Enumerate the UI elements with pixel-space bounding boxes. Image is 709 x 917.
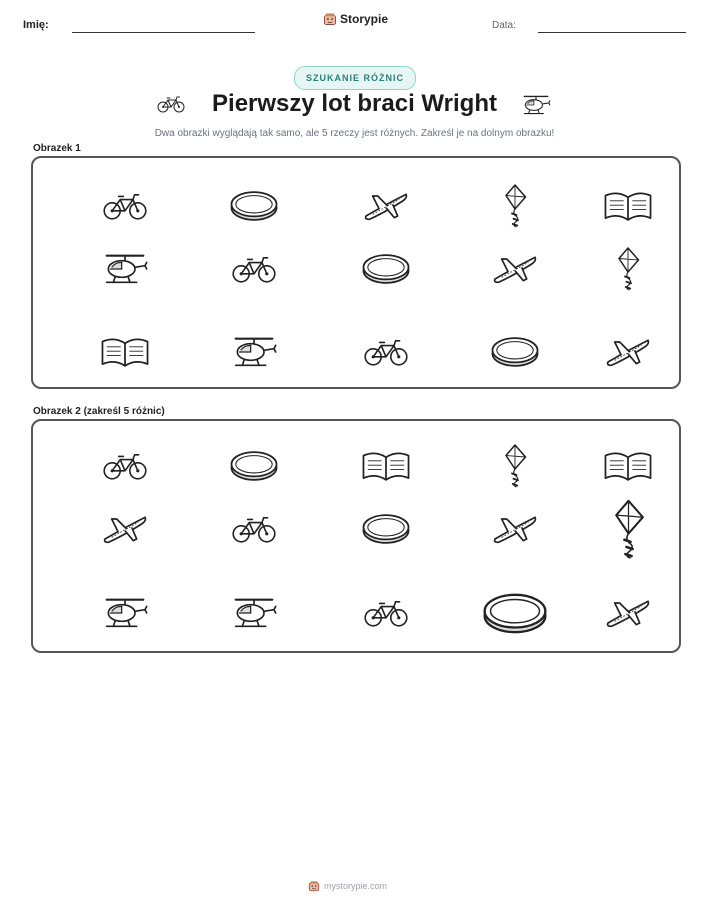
bicycle-icon (230, 252, 278, 286)
helicopter-icon (520, 92, 552, 118)
coin-icon[interactable] (228, 448, 280, 484)
airplane-icon[interactable] (490, 512, 540, 546)
footer (308, 880, 387, 892)
storypie-mascot-icon (323, 12, 337, 26)
footer-url: mystorypie.com (324, 881, 388, 891)
coin-icon (489, 334, 541, 370)
helicopter-icon[interactable] (100, 593, 150, 633)
panel2-label: Obrazek 2 (zakreśl 5 różnic) (33, 406, 165, 417)
bicycle-icon[interactable] (362, 596, 410, 630)
bicycle-icon[interactable] (101, 449, 149, 483)
storypie-logo (323, 12, 388, 26)
book-icon[interactable] (602, 448, 654, 484)
coin-icon[interactable] (360, 511, 412, 547)
kite-icon[interactable] (500, 442, 530, 490)
date-line[interactable] (538, 32, 686, 33)
bicycle-icon[interactable] (230, 512, 278, 546)
picture-panel-1 (31, 156, 681, 389)
helicopter-icon[interactable] (229, 593, 279, 633)
helicopter-icon (100, 249, 150, 289)
coin-icon[interactable] (480, 589, 550, 638)
airplane-icon (490, 252, 540, 286)
picture-panel-2[interactable] (31, 419, 681, 653)
book-icon (99, 334, 151, 370)
instructions: Dwa obrazki wyglądają tak samo, ale 5 rzeczy jest różnych. Zakreśl je na dolnym obrazku! (154, 128, 555, 139)
name-line[interactable] (72, 32, 255, 33)
kite-icon (500, 182, 530, 230)
airplane-icon (361, 189, 411, 223)
bicycle-icon (362, 335, 410, 369)
coin-icon (228, 188, 280, 224)
bicycle-icon (101, 189, 149, 223)
page-title: Pierwszy lot braci Wright (212, 90, 497, 117)
kite-icon (613, 245, 643, 293)
airplane-icon (603, 335, 653, 369)
panel1-label: Obrazek 1 (33, 143, 81, 154)
name-label: Imię: (23, 19, 49, 31)
airplane-icon[interactable] (603, 596, 653, 630)
helicopter-icon (229, 332, 279, 372)
kite-icon[interactable] (608, 497, 649, 562)
storypie-mascot-icon (308, 880, 320, 892)
brand-name: Storypie (340, 12, 389, 26)
coin-icon (360, 251, 412, 287)
book-icon[interactable] (360, 448, 412, 484)
airplane-icon[interactable] (100, 512, 150, 546)
category-badge: SZUKANIE RÓŻNIC (294, 66, 416, 90)
date-label: Data: (492, 20, 516, 31)
book-icon (602, 188, 654, 224)
